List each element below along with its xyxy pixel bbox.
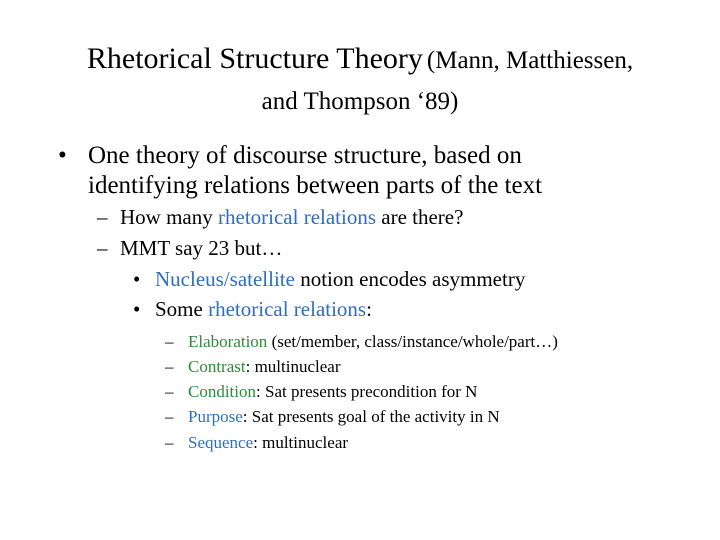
slide-title-line2 xyxy=(0,89,720,114)
slide-title xyxy=(0,44,720,74)
sub-1-post: are there? xyxy=(376,205,464,229)
sub-3a-post: notion encodes asymmetry xyxy=(294,267,526,291)
title-main: Rhetorical Structure Theory xyxy=(86,42,423,75)
relation-item xyxy=(188,383,477,400)
sub-1 xyxy=(120,207,463,228)
relation-desc: : Sat presents goal of the activity in N xyxy=(242,407,500,426)
relation-desc: : multinuclear xyxy=(245,357,341,376)
sub-3b-accent: rhetorical relations xyxy=(208,297,367,321)
bullet-1-line2: identifying relations between parts of the text xyxy=(88,172,543,199)
relation-item xyxy=(188,333,558,350)
relation-desc: : Sat presents precondition for N xyxy=(256,382,478,401)
relation-item xyxy=(188,408,500,425)
relation-name: Contrast xyxy=(188,357,246,376)
relation-marker: – xyxy=(165,357,174,376)
bullet-1-line1: One theory of discourse structure, based on xyxy=(88,142,522,169)
sub-3b xyxy=(155,299,372,320)
title-authors-part2: and Thompson ‘89) xyxy=(261,88,459,115)
sub-3b-post: : xyxy=(366,297,372,321)
relation-marker: – xyxy=(165,433,174,452)
relation-marker: – xyxy=(165,332,174,351)
sub-3a xyxy=(155,269,525,290)
sub-2-marker: – xyxy=(97,236,108,260)
relation-name: Elaboration xyxy=(188,332,268,351)
relation-desc: (set/member, class/instance/whole/part…) xyxy=(267,332,558,351)
bullet-1-marker: • xyxy=(58,142,67,169)
sub-1-pre: How many xyxy=(120,205,218,229)
relation-item xyxy=(188,434,348,451)
sub-3b-pre: Some xyxy=(155,297,209,321)
sub-3a-accent: Nucleus/satellite xyxy=(155,267,295,291)
sub-2: MMT say 23 but… xyxy=(120,236,283,260)
relation-item xyxy=(188,358,341,375)
title-authors-part1: (Mann, Matthiessen, xyxy=(426,47,634,74)
relation-desc: : multinuclear xyxy=(253,433,349,452)
relation-name: Purpose xyxy=(188,407,243,426)
sub-1-marker: – xyxy=(97,205,108,229)
relation-name: Condition xyxy=(188,382,257,401)
relation-name: Sequence xyxy=(188,433,254,452)
sub-1-accent: rhetorical relations xyxy=(218,205,377,229)
relation-marker: – xyxy=(165,382,174,401)
relation-marker: – xyxy=(165,407,174,426)
sub-3a-marker: • xyxy=(133,267,141,291)
sub-3b-marker: • xyxy=(133,297,141,321)
